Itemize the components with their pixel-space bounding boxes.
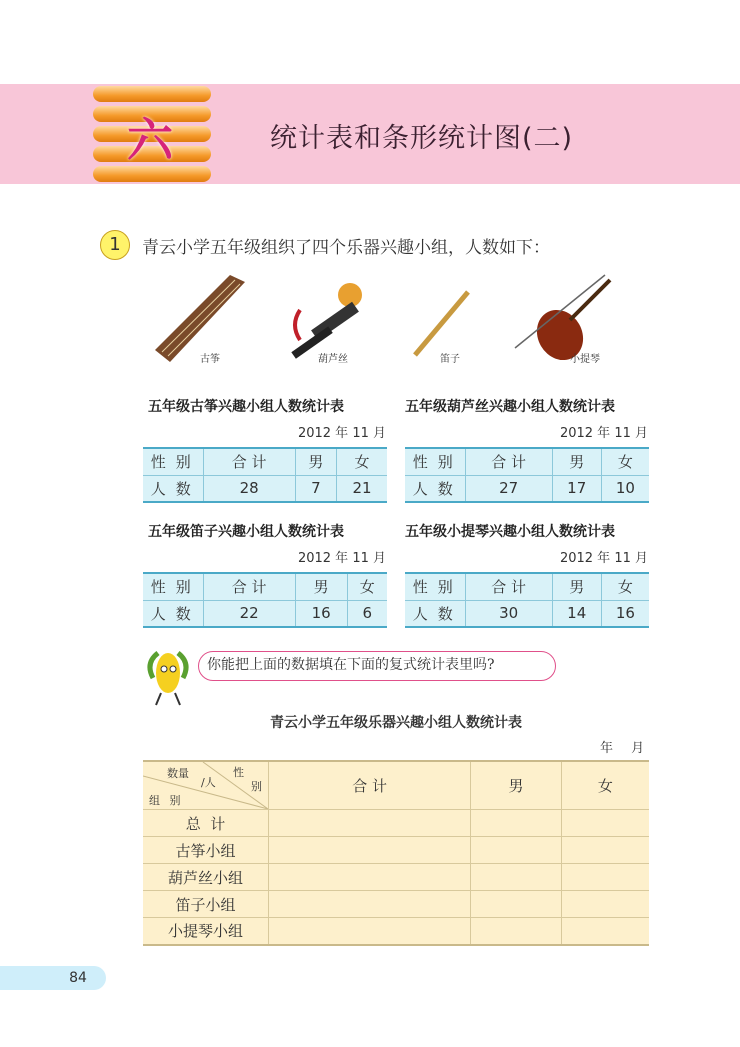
value-cell: 30: [465, 600, 552, 627]
blank-cell[interactable]: [561, 891, 649, 918]
stat-table: [143, 572, 387, 628]
blank-cell[interactable]: [269, 891, 471, 918]
header-cell: 性别: [412, 578, 463, 597]
instrument-label: 笛子: [440, 354, 460, 365]
table-date: 2012 年 11 月: [559, 426, 648, 441]
blank-cell[interactable]: [269, 810, 471, 837]
header-cell: 性别: [412, 453, 463, 472]
header-cell: 合 计: [465, 573, 552, 600]
instrument-images: [150, 270, 620, 370]
speech-bubble: 你能把上面的数据填在下面的复式统计表里吗?: [198, 651, 556, 681]
value-cell: 22: [203, 600, 295, 627]
instrument-label: 古筝: [200, 354, 220, 365]
header-cell: 女: [336, 448, 387, 475]
row-label: 人数: [143, 475, 203, 502]
value-cell: 6: [347, 600, 387, 627]
header-cell: 女: [601, 448, 649, 475]
column-header: 男: [471, 761, 562, 810]
row-label: 人数: [405, 600, 465, 627]
dizi-table-block: [143, 521, 387, 628]
blank-cell[interactable]: [471, 891, 562, 918]
guzheng-image: [155, 275, 245, 362]
row-label: 小提琴小组: [143, 918, 269, 945]
stat-table: [405, 447, 649, 503]
hulusi-image: [291, 283, 362, 359]
corner-label: 性: [233, 766, 244, 779]
table-date: 2012 年 11 月: [297, 426, 386, 441]
chapter-title: 统计表和条形统计图(二): [270, 123, 574, 154]
table-title: 五年级小提琴兴趣小组人数统计表: [405, 524, 615, 540]
compound-stat-table: [143, 760, 649, 946]
instrument-label: 小提琴: [570, 354, 600, 365]
row-label: 人数: [143, 600, 203, 627]
question-number: 1: [100, 230, 130, 260]
compound-table-title: 青云小学五年级乐器兴趣小组人数统计表: [270, 715, 522, 731]
stat-table: [143, 447, 387, 503]
blank-cell[interactable]: [561, 837, 649, 864]
header-cell: 男: [552, 573, 601, 600]
corn-mascot-icon: [143, 643, 198, 708]
table-title: 五年级古筝兴趣小组人数统计表: [148, 399, 344, 415]
value-cell: 17: [552, 475, 601, 502]
header-cell: 女: [601, 573, 649, 600]
value-cell: 14: [552, 600, 601, 627]
value-cell: 27: [465, 475, 552, 502]
column-header: 合 计: [269, 761, 471, 810]
header-cell: 男: [295, 573, 347, 600]
header-cell: 性别: [150, 453, 201, 472]
chapter-number: 六: [127, 113, 173, 167]
value-cell: 21: [336, 475, 387, 502]
table-title: 五年级葫芦丝兴趣小组人数统计表: [405, 399, 615, 415]
blank-cell[interactable]: [561, 864, 649, 891]
dizi-image: [415, 292, 468, 355]
stat-table: [405, 572, 649, 628]
table-title: 五年级笛子兴趣小组人数统计表: [148, 524, 344, 540]
header-cell: 男: [295, 448, 336, 475]
row-label: 总 计: [143, 810, 269, 837]
header-cell: 合 计: [203, 448, 295, 475]
question-text: 青云小学五年级组织了四个乐器兴趣小组，人数如下：: [142, 238, 550, 258]
table-date: 2012 年 11 月: [559, 551, 648, 566]
blank-cell[interactable]: [471, 810, 562, 837]
row-label: 古筝小组: [143, 837, 269, 864]
violin-table-block: [405, 521, 649, 628]
blank-cell[interactable]: [269, 837, 471, 864]
header-cell: 女: [347, 573, 387, 600]
value-cell: 28: [203, 475, 295, 502]
compound-table-date: 年 月: [600, 741, 645, 756]
header-cell: 性别: [150, 578, 201, 597]
corner-label: /人: [201, 776, 216, 789]
row-label: 笛子小组: [143, 891, 269, 918]
row-label: 人数: [405, 475, 465, 502]
value-cell: 16: [601, 600, 649, 627]
corner-cell: [143, 761, 269, 810]
header-cell: 合 计: [203, 573, 295, 600]
blank-cell[interactable]: [471, 864, 562, 891]
value-cell: 16: [295, 600, 347, 627]
blank-cell[interactable]: [471, 837, 562, 864]
header-cell: 男: [552, 448, 601, 475]
table-date: 2012 年 11 月: [297, 551, 386, 566]
guzheng-table-block: [143, 396, 387, 503]
row-label: 葫芦丝小组: [143, 864, 269, 891]
value-cell: 7: [295, 475, 336, 502]
page-number: 84: [0, 966, 106, 990]
hulusi-table-block: [405, 396, 649, 503]
corner-label: 组 别: [149, 794, 181, 807]
corner-label: 数量: [167, 767, 189, 780]
header-cell: 合 计: [465, 448, 552, 475]
instrument-label: 葫芦丝: [318, 354, 348, 365]
blank-cell[interactable]: [269, 918, 471, 945]
blank-cell[interactable]: [269, 864, 471, 891]
column-header: 女: [561, 761, 649, 810]
blank-cell[interactable]: [471, 918, 562, 945]
blank-cell[interactable]: [561, 810, 649, 837]
corner-label: 别: [251, 780, 262, 793]
blank-cell[interactable]: [561, 918, 649, 945]
value-cell: 10: [601, 475, 649, 502]
